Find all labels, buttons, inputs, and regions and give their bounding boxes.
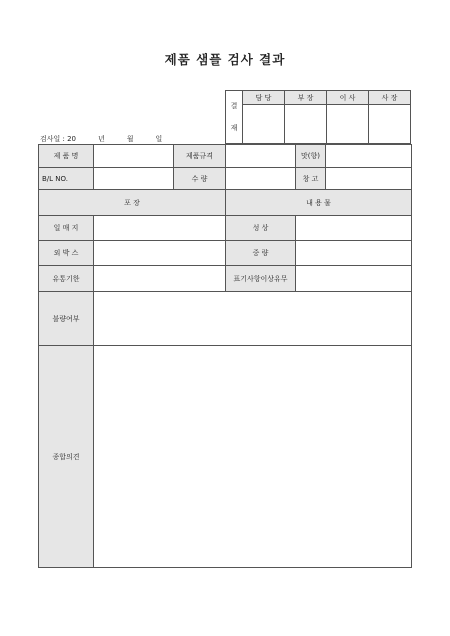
opinion-label: 종합의견 <box>39 346 94 568</box>
approval-sign-dept-head[interactable] <box>285 105 327 144</box>
weight-field[interactable] <box>296 241 412 266</box>
inspection-table <box>38 144 412 568</box>
approval-header-dept-head: 부 장 <box>285 91 327 105</box>
warehouse-label: 창 고 <box>296 168 326 190</box>
opinion-field[interactable] <box>94 346 412 568</box>
approval-header-director: 이 사 <box>327 91 369 105</box>
property-label: 성 상 <box>226 216 296 241</box>
labeling-label: 표기사항이상유무 <box>226 266 296 292</box>
outer-box-field[interactable] <box>94 241 226 266</box>
taste-field[interactable] <box>326 145 412 168</box>
approval-side-label-top: 결 <box>230 102 238 110</box>
inspection-date-label: 검사일 : 20 <box>40 135 77 143</box>
inspection-year-label: 년 <box>98 135 105 143</box>
packaging-section-header: 포 장 <box>39 190 226 216</box>
inspection-date <box>40 134 162 144</box>
expiry-field[interactable] <box>94 266 226 292</box>
approval-sign-president[interactable] <box>369 105 411 144</box>
approval-side-label <box>226 91 243 144</box>
date-code-field[interactable] <box>94 216 226 241</box>
defect-field[interactable] <box>94 292 412 346</box>
date-code-label: 일 매 지 <box>39 216 94 241</box>
product-name-label: 제 품 명 <box>39 145 94 168</box>
labeling-field[interactable] <box>296 266 412 292</box>
approval-header-manager: 담 당 <box>243 91 285 105</box>
defect-label: 불량여부 <box>39 292 94 346</box>
page-title: 제품 샘플 검사 결과 <box>164 52 286 67</box>
inspection-day-label: 일 <box>155 135 163 143</box>
inspection-month-label: 월 <box>126 135 134 143</box>
warehouse-field[interactable] <box>326 168 412 190</box>
approval-side-label-bottom: 재 <box>230 124 238 132</box>
bl-no-field[interactable] <box>94 168 174 190</box>
quantity-field[interactable] <box>226 168 296 190</box>
bl-no-label: B/L NO. <box>39 168 94 190</box>
contents-section-header: 내 용 물 <box>226 190 412 216</box>
spec-field[interactable] <box>226 145 296 168</box>
product-name-field[interactable] <box>94 145 174 168</box>
approval-sign-director[interactable] <box>327 105 369 144</box>
quantity-label: 수 량 <box>174 168 226 190</box>
approval-sign-manager[interactable] <box>243 105 285 144</box>
taste-label: 맛(향) <box>296 145 326 168</box>
spec-label: 제품규격 <box>174 145 226 168</box>
property-field[interactable] <box>296 216 412 241</box>
expiry-label: 유통기한 <box>39 266 94 292</box>
approval-table <box>225 90 411 144</box>
outer-box-label: 외 박 스 <box>39 241 94 266</box>
weight-label: 중 량 <box>226 241 296 266</box>
approval-header-president: 사 장 <box>369 91 411 105</box>
